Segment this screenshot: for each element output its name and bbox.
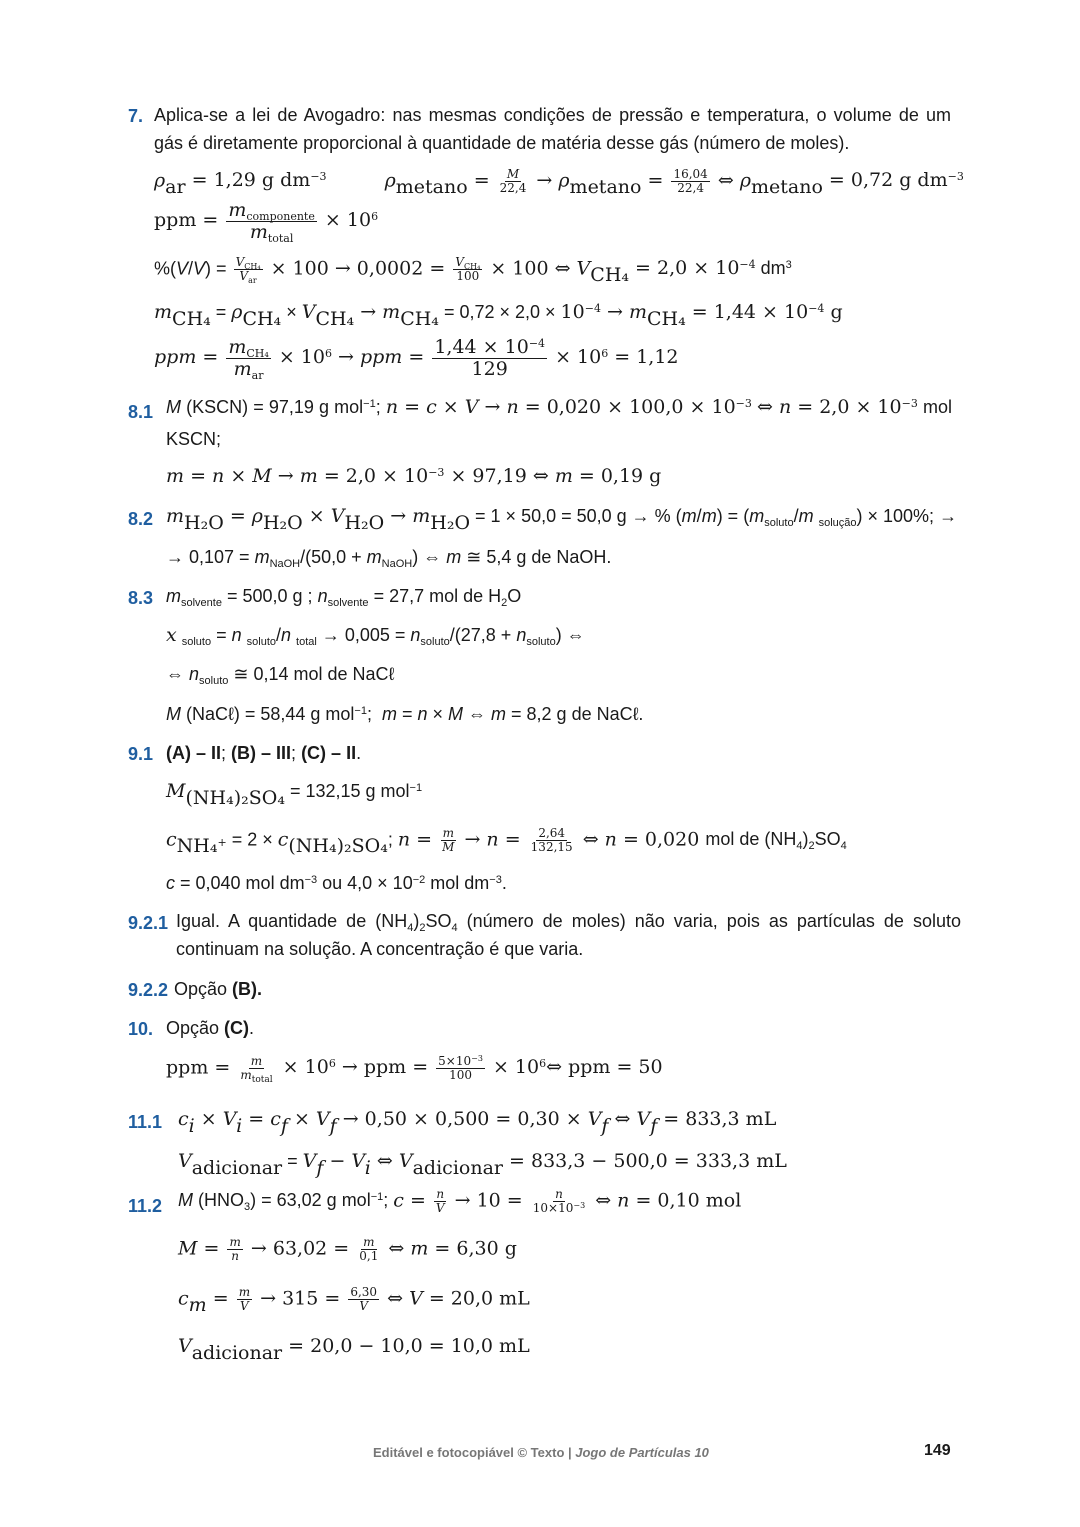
- item-8-2-line-1: $m_{H_2O} = \rho_{H_2O} \times V_{H_2O} \to m_{H_2O} = 1 \times 50,0 = 50,0$ g → % $(m/m) = (m_{soluto}/m$ $_{solução}$) × 100%; →: [166, 505, 958, 534]
- item-9-2-2-text: Opção (B).: [174, 979, 263, 999]
- item-9-1-line-4: c = 0,040 mol $dm^{-3}$ ou $4,0 \times 10^{-2}$ mol $dm^{-3}$.: [166, 873, 507, 893]
- item-10-line-2: ppm = $\frac{m}{m_{total}}$ × $10^6$ → ppm = $\frac{5\times 10^{-3}}{100}$ × $10^6\Leftrightarrow$ ppm = 50: [166, 1053, 663, 1086]
- item-7-density-line: $\rho_{ar} = 1,29$ g $dm^{-3}$ $\rho_{metano}$ = $\frac{M}{22,4}$ → $\rho_{metano}$ = $\frac{16,04}{22,4}$ ⇔ $\rho_{metano} = 0,72$ g $dm^{-3}$: [154, 167, 964, 199]
- item-9-1-line-2: $M_{(NH_4)_2SO_4} = 132,15$ g mol$^{-1}$: [166, 780, 423, 809]
- item-7-ppm-definition: ppm = $\frac{m_{componente}}{m_{total}}$ × $10^6$: [154, 199, 379, 245]
- page-number: 149: [924, 1442, 951, 1459]
- item-8-1-number: 8.1: [128, 402, 154, 422]
- item-9-1-number: 9.1: [128, 744, 154, 764]
- item-11-2-line-4: $V_{adicionar} = 20,0 - 10,0 = 10,0$ mL: [178, 1335, 530, 1364]
- item-7-mass-line: $m_{CH_4} = \rho_{CH_4} \times V_{CH_4} \to m_{CH_4} = 0,72 \times 2,0 \times 10^{-4} \to m_{CH_4} = 1,44 \times 10^{-4}$ g: [154, 301, 843, 330]
- item-7-volume-percent: %(V/V) = $\frac{V_{CH_4}}{V_{ar}}$ × 100 → 0,0002 = $\frac{V_{CH_4}}{100}$ × 100 ⇔ $V_{CH_4} = 2,0 \times 10^{-4}$ $dm^3$: [154, 255, 792, 287]
- item-8-2-number: 8.2: [128, 509, 154, 529]
- item-8-3-line-4: M (NaCℓ) = 58,44 g mol$^{-1}$; m = n × M ⇔ m = 8,2 g de NaCℓ.: [166, 704, 644, 724]
- item-9-1-line-1: (A) – II; (B) – III; (C) – II.: [166, 743, 362, 763]
- item-8-3-number: 8.3: [128, 588, 154, 608]
- item-8-3-line-1: $m_{solvente} = 500,0$ g ; $n_{solvente} = 27,7$ mol de $H_2O$: [166, 586, 522, 609]
- item-10-line-1: Opção (C).: [166, 1018, 255, 1038]
- item-7-number: 7.: [128, 106, 144, 126]
- item-8-3-line-3: ⇔ $n_{soluto}$ ≅ 0,14 mol de NaCℓ: [166, 664, 395, 687]
- item-8-1-line-2: $m = n \times M \to m = 2,0 \times 10^{-3} \times 97,19$ ⇔ m = 0,19 g: [166, 465, 662, 487]
- item-9-1-line-3: $c_{NH_4^+} = 2 \times c_{(NH_4)_2SO_4}$; n = $\frac{m}{M}$ → n = $\frac{2,64}{132,15}$ ⇔ n = 0,020 mol de $(NH_4)_2SO_4$: [166, 826, 847, 858]
- footer-text: Editável e fotocopiável © Texto | Jogo de Partículas 10: [373, 1445, 709, 1460]
- item-11-2-number: 11.2: [128, 1196, 163, 1216]
- item-9-2-1-number: 9.2.1: [128, 913, 169, 933]
- item-9-2-1-text: Igual. A quantidade de $(NH_4)_2SO_4$ (número de moles) não varia, pois as partículas de soluto continuam na solução. A concentração é que varia.: [176, 911, 961, 959]
- item-11-2-line-1: M $(HNO_3) = 63,02$ g mol$^{-1}$; c = $\frac{n}{V}$ → 10 = $\frac{n}{10\times 10^{-3}}$ ⇔ n = 0,10 mol: [178, 1187, 742, 1216]
- item-11-2-line-2: M = $\frac{m}{n}$ → 63,02 = $\frac{m}{0,1}$ ⇔ m = 6,30 g: [178, 1235, 517, 1264]
- item-8-2-line-2: → $0,107 = m_{NaOH}/(50,0 + m_{NaOH})$ ⇔ m ≅ 5,4 g de NaOH.: [166, 547, 612, 570]
- item-8-1-line-1: M (KSCN) = 97,19 g mol$^{-1}$; $n = c \times V \to n = 0,020 \times 100,0 \times 10^{-3}$ ⇔ $n = 2,0 \times 10^{-3}$ mol: [166, 396, 952, 418]
- item-7-ppm-calculation: ppm = $\frac{m_{CH_4}}{m_{ar}}$ × $10^6$ → ppm = $\frac{1,44 \times 10^{-4}}{129}$ × $10^6 = 1,12$: [154, 336, 679, 382]
- item-11-2-line-3: $c_m$ = $\frac{m}{V}$ → 315 = $\frac{6,30}{V}$ ⇔ V = 20,0 mL: [178, 1285, 530, 1317]
- item-11-1-line-2: $V_{adicionar} = V_f - V_i$ ⇔ $V_{adicionar} = 833,3 - 500,0 = 333,3$ mL: [178, 1150, 787, 1179]
- item-11-1-line-1: $c_i \times V_i = c_f \times V_f \to 0,50 \times 0,500 = 0,30 \times V_f$ ⇔ $V_f = 833,3$ mL: [178, 1108, 777, 1137]
- item-8-1-line-1b: KSCN;: [166, 429, 222, 449]
- item-11-1-number: 11.1: [128, 1112, 163, 1132]
- item-9-2-2-number: 9.2.2: [128, 980, 169, 1000]
- item-7-text: Aplica-se a lei de Avogadro: nas mesmas condições de pressão e temperatura, o volume de um gás é diretamente proporcional à quantidade de matéria desse gás (número de moles).: [154, 105, 951, 153]
- item-10-number: 10.: [128, 1019, 154, 1039]
- item-8-3-line-2: x $_{soluto}$ = n $_{soluto}$/n $_{total} \to 0,005 = n_{soluto}/(27,8 + n_{soluto})$ ⇔: [166, 624, 585, 648]
